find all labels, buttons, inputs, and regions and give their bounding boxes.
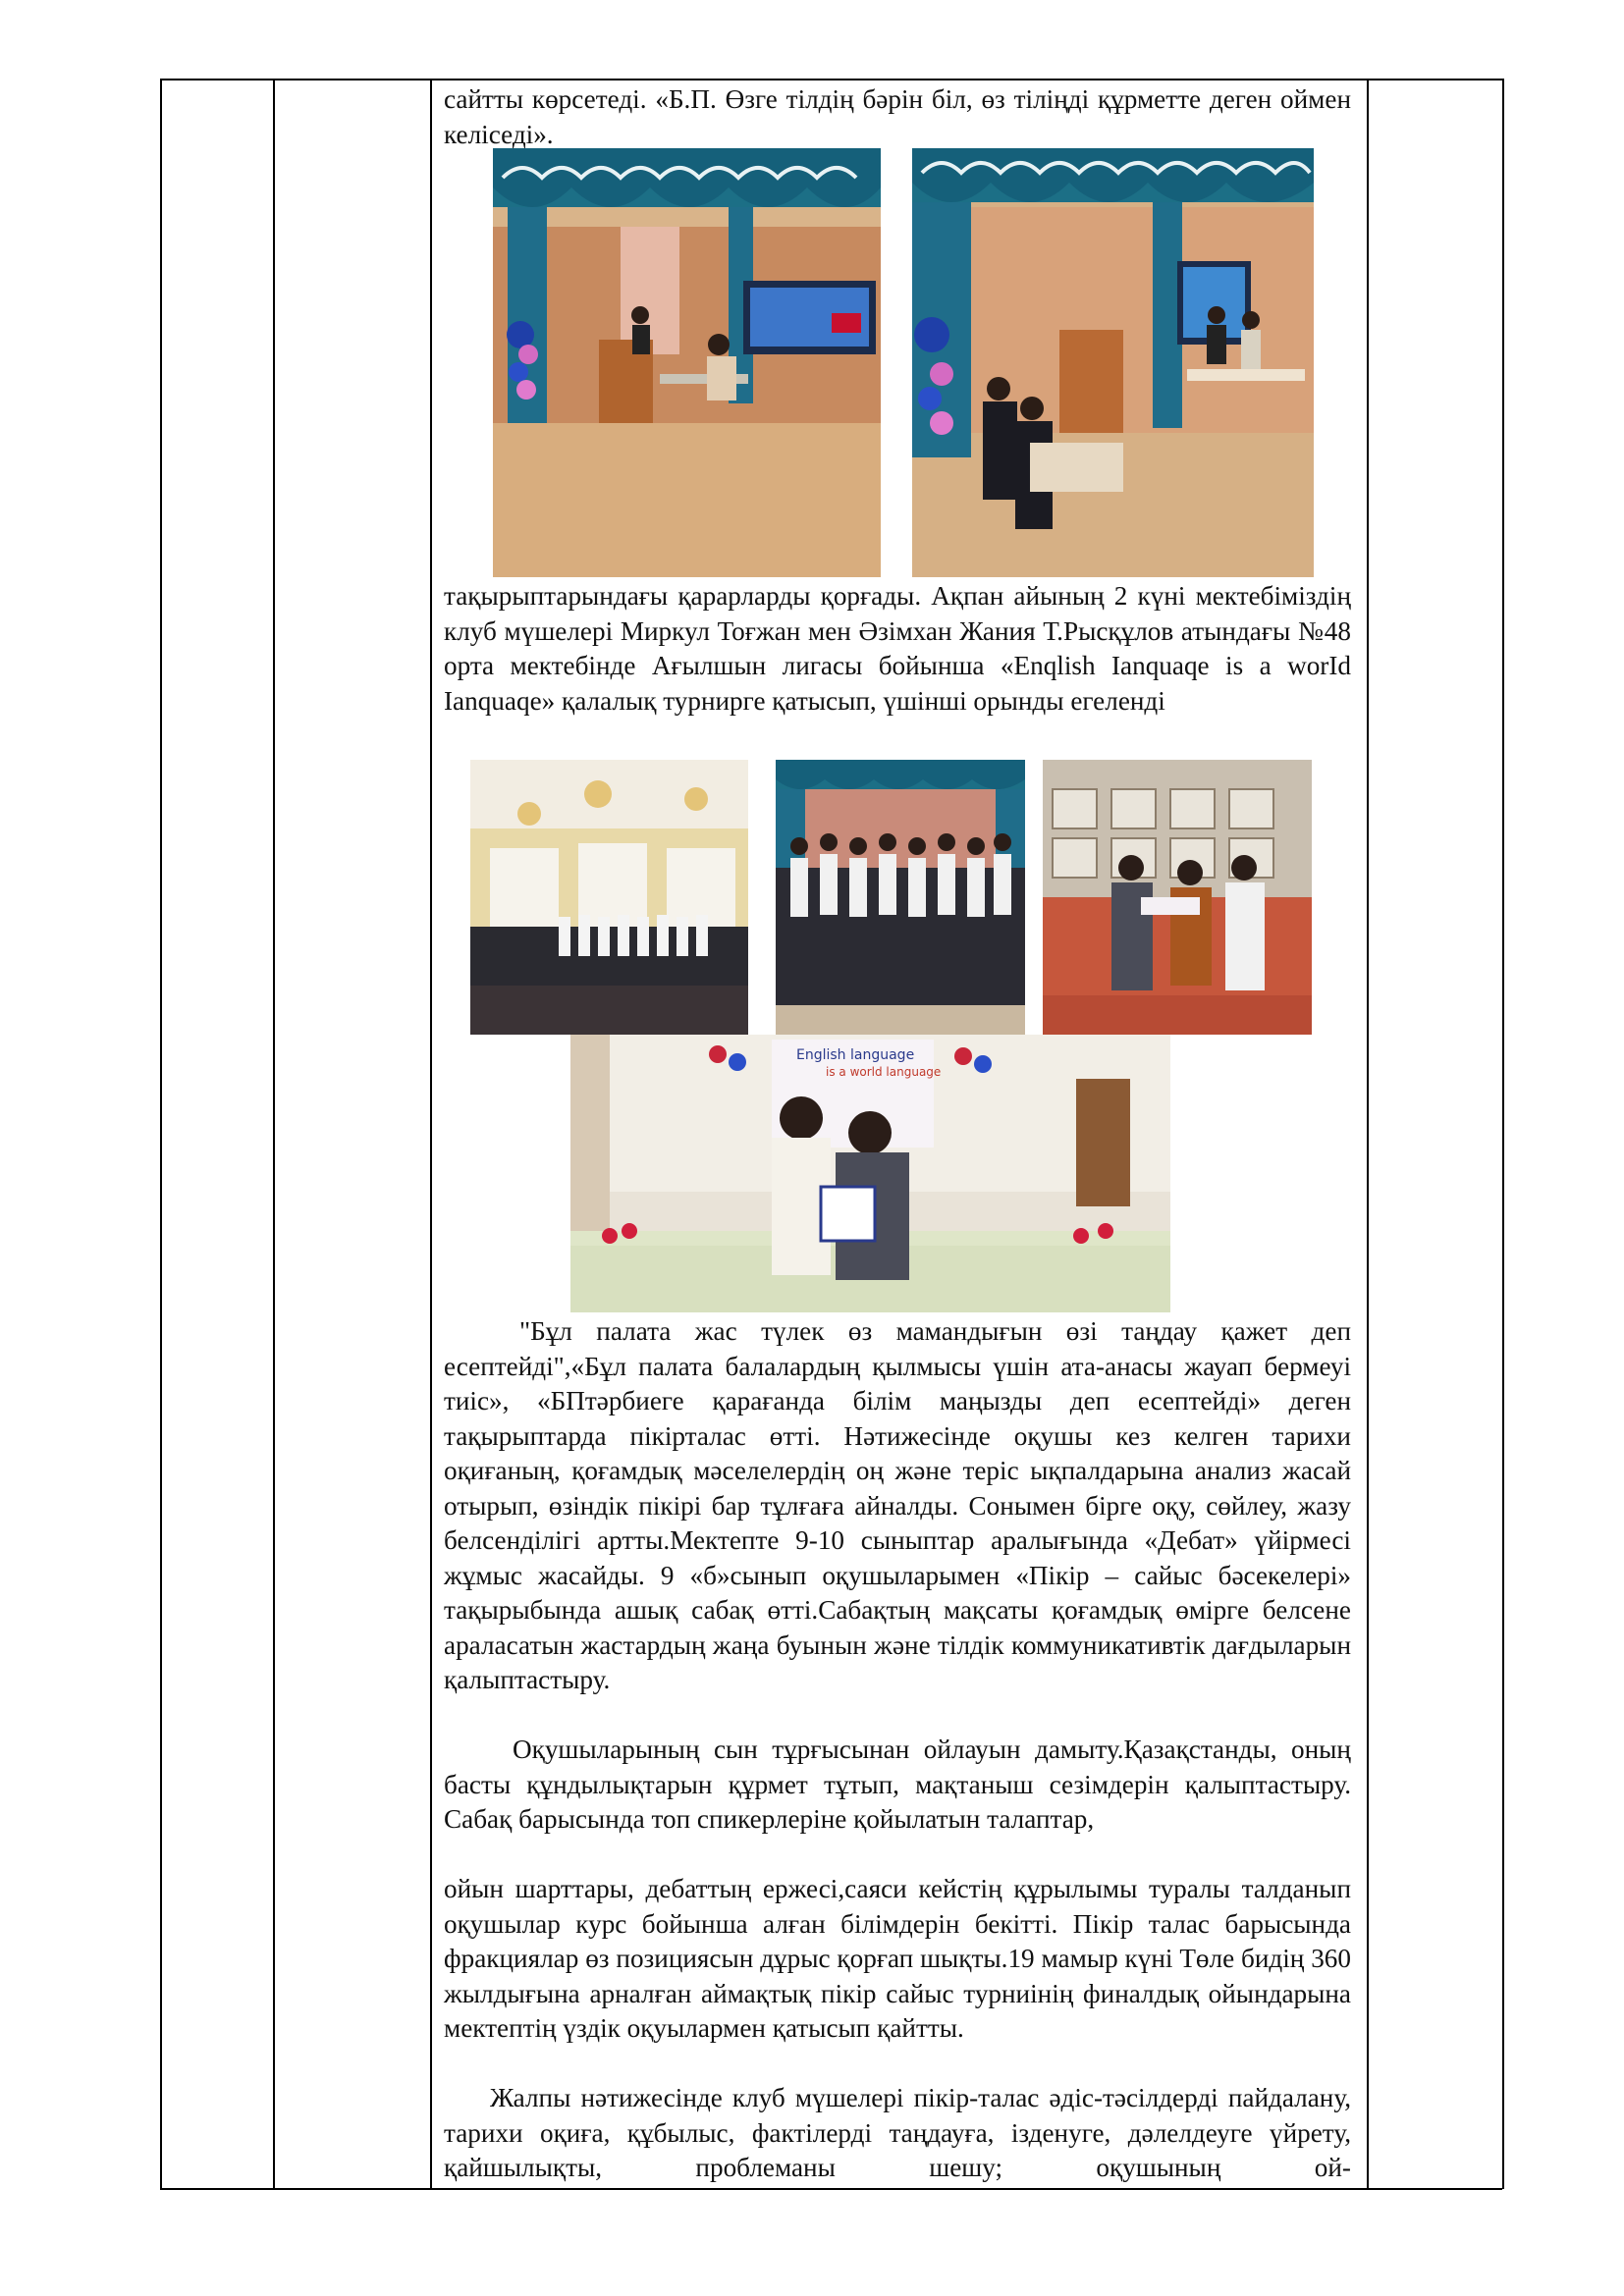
- table-border-top: [160, 79, 1502, 80]
- banner-line1: English language: [796, 1047, 915, 1063]
- table-border-col2: [273, 79, 275, 2189]
- photo-stage-students: [912, 148, 1314, 577]
- table-border-bottom: [160, 2188, 1502, 2190]
- photo-certificate-winners: [570, 1035, 1170, 1312]
- paragraph-debate-topics: "Бұл палата жас түлек өз мамандығын өзі таңдау қажет деп есептейді",«Бұл палата балалардың қылмысы үшін ата-анасы жауап бермеуі тиіс», «БПтәрбиеге қарағанда білім маңызды деп есептейді» деген тақырыптарда пікірталас өтті. Нәтижесінде оқушы кез келген тарихи оқиғаның, қоғамдық мәселелердің оң және теріс ықпалдарына анализ жасай отырып, өзіндік пікірі бар тұлғаға айналды. Сонымен бірге оқу, сөйлеу, жазу белсенділігі артты.Мектепте 9-10 сыныптар аралығында «Дебат» үйірмесі жұмыс жасайды. 9 «б»сынып оқушыларымен «Пікір – сайыс бәсекелері» тақырыбында ашық сабақ өтті.Сабақтың мақсаты қоғамдық өмірге белсене араласатын жастардың жаңа буынын және тілдік коммуникативтік дағдыларын қалыптастыру.: [444, 1316, 1351, 1694]
- photo-portrait-wall: [1043, 760, 1312, 1035]
- photo-group-students: [776, 760, 1025, 1035]
- paragraph-intro: сайтты көрсетеді. «Б.П. Өзге тілдің бәрін біл, өз тіліңді құрметте деген оймен келіседі».: [444, 84, 1351, 149]
- paragraph-resolutions: тақырыптарындағы қарарларды қорғады. Ақпан айының 2 күні мектебіміздің клуб мүшелері Миркул Тоғжан мен Әзімхан Жания Т.Рысқұлов атындағы №48 орта мектебінде Ағылшын лигасы бойынша «Enqlish Ianquaqe is a worId Ianquaqe» қалалық турнирге қатысып, үшінші орынды егеленді: [444, 581, 1351, 716]
- table-border-left: [160, 79, 162, 2189]
- paragraph-critical-thinking: Оқушыларының сын тұрғысынан ойлауын дамыту.Қазақстанды, оның басты құндылықтарын құрмет тұтып, мақтаныш сезімдерін қалыптастыру. Сабақ барысында топ спикерлеріне қойылатын талаптар,: [444, 1735, 1351, 1834]
- table-border-col3: [430, 79, 432, 2189]
- paragraph-game-rules: ойын шарттары, дебаттың ержесі,саяси кейстің құрылымы туралы талданып оқушылар курс бойынша алған білімдерін бекітті. Пікір талас барысында фракциялар өз позициясын дұрыс қорғап шықты.19 мамыр күні Төле бидің 360 жылдығына арналған аймақтық пікір сайыс турниінің финалдық ойындарына мектептің үздік оқуылармен қатысып қайтты.: [444, 1874, 1351, 2043]
- paragraph-conclusion: Жалпы нәтижесінде клуб мүшелері пікір-талас әдіс-тәсілдерді пайдалану, тарихи оқиға, құбылыс, фактілерді таңдауға, ізденуге, дәлелдеуге үйрету, қайшылықты, проблеманы шешу; оқушының ой-: [444, 2083, 1351, 2182]
- photo-hall-group: [470, 760, 748, 1035]
- table-border-right: [1502, 79, 1504, 2189]
- banner-line2: is a world language: [826, 1065, 942, 1079]
- table-border-col4: [1367, 79, 1369, 2189]
- photo-stage-speaker: [493, 148, 881, 577]
